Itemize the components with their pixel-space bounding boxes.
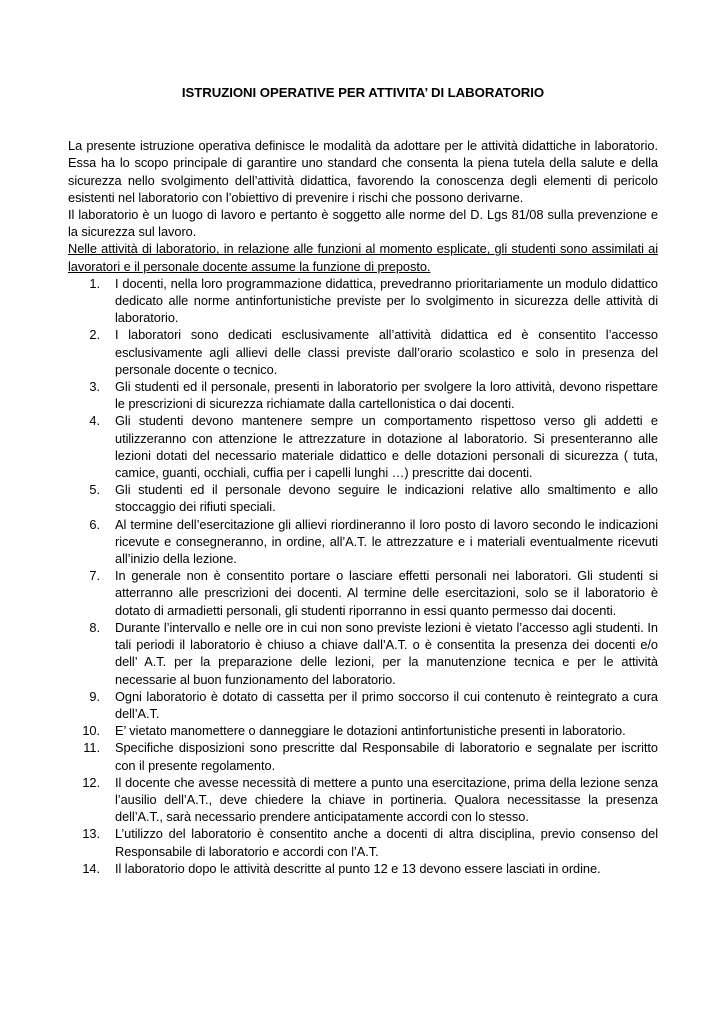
intro-paragraph-2: Il laboratorio è un luogo di lavoro e pertanto è soggetto alle norme del D. Lgs 81/08 sulla prevenzione e la sicurezza sul lavoro. [68,207,658,240]
list-item-text: E’ vietato manomettere o danneggiare le dotazioni antinfortunistiche presenti in laboratorio. [115,723,626,739]
list-item-number: 13. [82,826,100,842]
list-item-number: 3. [89,379,100,395]
list-item [68,688,658,722]
numbered-list [68,275,658,877]
list-item-text: Durante l’intervallo e nelle ore in cui non sono previste lezioni è vietato l’accesso agli studenti. In tali periodi il laboratorio è chiuso a chiave dall’A.T. o è consentita la presenza dei docenti e/o dell’ A.T. per la preparazione delle lezioni, per la manutenzione tecnica e per le attività necessarie al buon funzionamento del laboratorio. [115,619,658,687]
list-item-text: Gli studenti ed il personale devono seguire le indicazioni relative allo smaltimento e allo stoccaggio dei rifiuti speciali. [115,482,658,515]
list-item-text: In generale non è consentito portare o lasciare effetti personali nei laboratori. Gli studenti si atterranno alle prescrizioni dei docenti. Al termine delle esercitazioni, solo se il laboratorio è dotato di armadietti personali, gli studenti riporranno in essi quanto permesso dai docenti. [115,568,658,618]
list-item [68,481,658,515]
list-item [68,275,658,327]
list-item [68,516,658,568]
list-item-text: Gli studenti devono mantenere sempre un comportamento rispettoso verso gli addetti e utilizzeranno con attenzione le attrezzature in dotazione al laboratorio. Si presenteranno alle lezioni dotati del necessario materiale didattico e delle dotazioni personali di sicurezza ( tuta, camice, guanti, occhiali, cuffia per i capelli lunghi …) prescritte dai docenti. [115,413,658,481]
list-item [68,378,658,412]
list-item-text: Al termine dell’esercitazione gli allievi riordineranno il loro posto di lavoro secondo le indicazioni ricevute e consegneranno, in ordine, all’A.T. le attrezzature e i materiali eventualmente ricevuti all’inizio della lezione. [115,516,658,567]
list-item-number: 6. [89,516,100,532]
list-item-number: 5. [89,482,100,498]
list-item-number: 8. [89,619,100,635]
list-item-number: 2. [89,327,100,343]
list-item [68,722,658,739]
page-title: ISTRUZIONI OPERATIVE PER ATTIVITA’ DI LABORATORIO [181,85,545,100]
list-item [68,739,658,773]
list-item [68,860,658,877]
intro-paragraph-1: La presente istruzione operativa definisce le modalità da adottare per le attività didattiche in laboratorio. Essa ha lo scopo principale di garantire uno standard che consenta la piena tutela della salute e della sicurezza nello svolgimento dell’attività didattica, favorendo la conoscenza degli elementi di pericolo esistenti nel laboratorio con l’obiettivo di prevenire i rischi che possono derivarne. [68,138,658,205]
list-item-number: 12. [82,774,100,790]
list-item-text: Il laboratorio dopo le attività descritte al punto 12 e 13 devono essere lasciati in ordine. [115,860,601,876]
list-item [68,619,658,688]
list-item-text: I docenti, nella loro programmazione didattica, prevedranno prioritariamente un modulo didattico dedicato alle norme antinfortunistiche previste per lo svolgimento in sicurezza delle attività di laboratorio. [115,275,658,326]
list-item-number: 7. [89,568,100,584]
list-item [68,326,658,378]
underlined-paragraph: Nelle attività di laboratorio, in relazione alle funzioni al momento esplicate, gli studenti sono assimilati ai lavoratori e il personale docente assume la funzione di preposto. [68,241,658,274]
list-item-text: Ogni laboratorio è dotato di cassetta per il primo soccorso il cui contenuto è reintegrato a cura dell’A.T. [115,688,658,721]
list-item [68,825,658,859]
list-item-text: Il docente che avesse necessità di mettere a punto una esercitazione, prima della lezione senza l’ausilio dell’A.T., deve chiedere la chiave in portineria. Qualora necessitasse la presenza dell’A.T., sarà necessario prendere anticipatamente accordi con lo stesso. [115,774,658,825]
list-item-number: 14. [82,860,100,876]
list-item-text: Specifiche disposizioni sono prescritte dal Responsabile di laboratorio e segnalate per iscritto con il presente regolamento. [115,740,658,773]
list-item-number: 1. [89,275,100,291]
list-item [68,567,658,619]
list-item-text: I laboratori sono dedicati esclusivamente all’attività didattica ed è consentito l’accesso esclusivamente agli allievi delle classi previste dall’orario scolastico e solo in presenza del personale docente o tecnico. [115,327,658,377]
list-item [68,774,658,826]
list-item-text: Gli studenti ed il personale, presenti in laboratorio per svolgere la loro attività, devono rispettare le prescrizioni di sicurezza richiamate dalla cartellonistica o dai docenti. [115,379,658,412]
list-item [68,412,658,481]
list-item-number: 10. [82,723,100,739]
list-item-number: 11. [83,740,100,756]
list-item-number: 4. [89,413,100,429]
list-item-number: 9. [89,688,100,704]
list-item-text: L’utilizzo del laboratorio è consentito anche a docenti di altra disciplina, previo consenso del Responsabile di laboratorio e accordi con l’A.T. [115,826,658,859]
